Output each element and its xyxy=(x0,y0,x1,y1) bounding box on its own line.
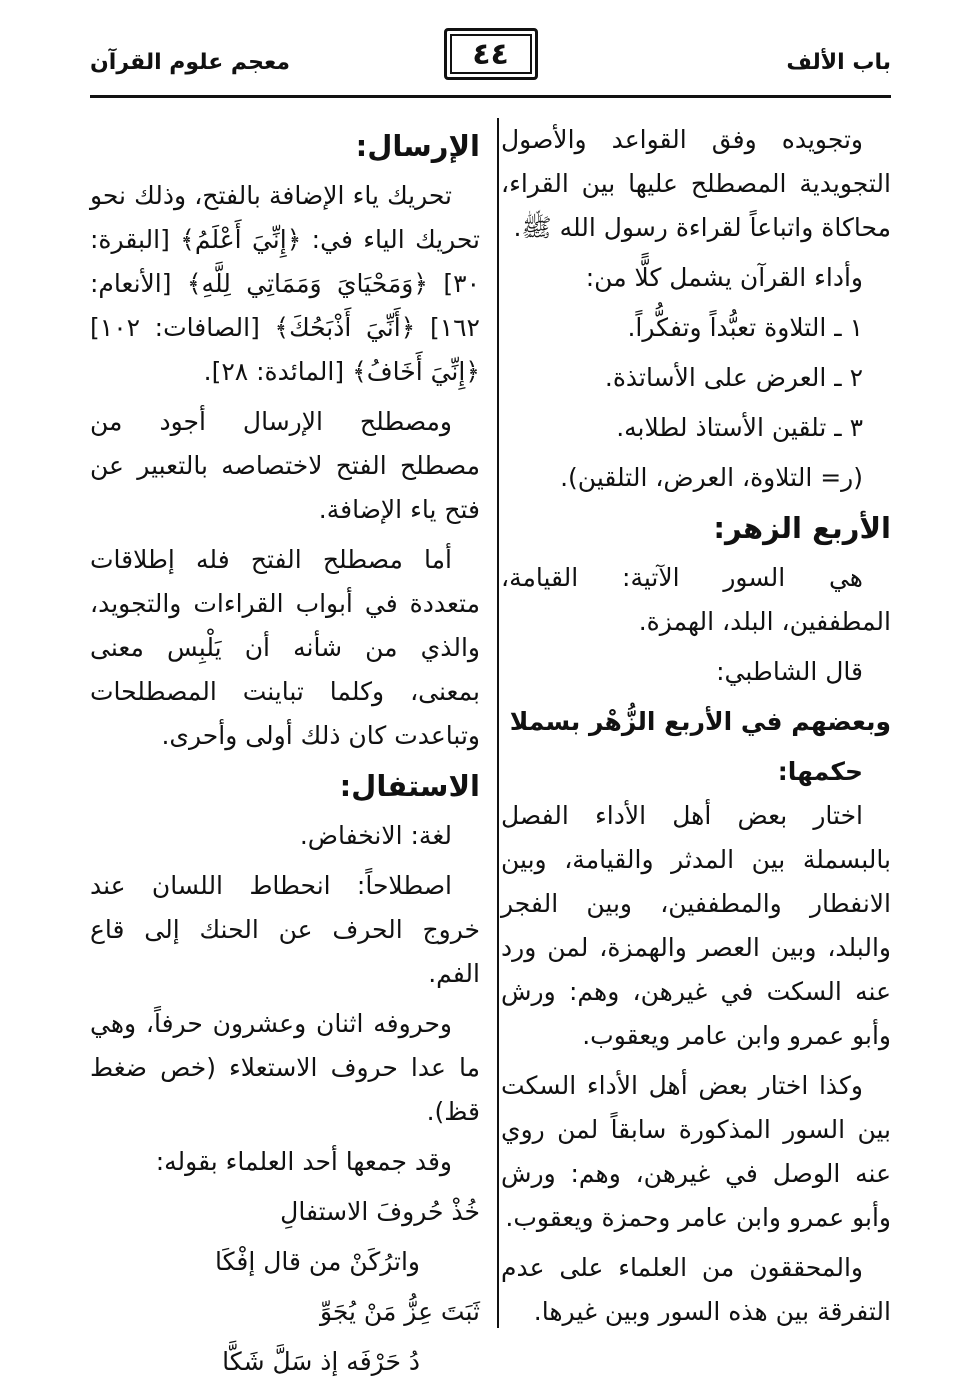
paragraph: وتجويده وفق القواعد والأصول التجويدية المصطلح عليها بين القراء، محاكاة واتباعاً لقراءة رسول الله ﷺ. xyxy=(501,125,891,242)
cross-reference: (ر= التلاوة، العرض، التلقين). xyxy=(560,463,863,492)
page-header xyxy=(90,28,891,92)
right-column xyxy=(501,118,891,1340)
poem-line: واترُكَنْ من قال إفْكَا xyxy=(214,1247,420,1276)
paragraph: تحريك ياء الإضافة بالفتح، وذلك نحو تحريك الياء في: ﴿إِنِّيَ أَعْلَمُ﴾ [البقرة: ٣٠] ﴿وَمَحْيَايَ وَمَمَاتِي لِلَّهِ﴾ [الأنعام: ١٦٢] ﴿أَنِّيَ أَذْبَحُكَ﴾ [الصافات: ١٠٢] ﴿إِنِّيَ أَخَافُ﴾ [المائدة: ٢٨]. xyxy=(90,181,480,386)
page-number: ٤٤ xyxy=(444,28,538,80)
poem-line: دُ حَرْفَه إذ سَلَّ شَكَّا xyxy=(222,1347,420,1376)
paragraph: وحروفه اثنان وعشرون حرفاً، وهي ما عدا حروف الاستعلاء (خص ضغط قظ). xyxy=(90,1009,480,1126)
quote-label: قال الشاطبي: xyxy=(716,657,863,686)
section-heading: الأربع الزهر: xyxy=(713,511,891,545)
paragraph: اصطلاحاً: انحطاط اللسان عند خروج الحرف عن الحنك إلى قاع الفم. xyxy=(90,871,480,988)
subheading: حكمها: xyxy=(777,757,863,786)
list-item: ٢ ـ العرض على الأساتذة. xyxy=(604,363,863,392)
paragraph: وقد جمعها أحد العلماء بقوله: xyxy=(155,1147,452,1176)
book-title: معجم علوم القرآن xyxy=(90,50,291,75)
paragraph: والمحققون من العلماء على عدم التفرقة بين هذه السور وبين غيرها. xyxy=(501,1253,891,1326)
column-divider xyxy=(497,118,499,1328)
paragraph: وكذا اختار بعض أهل الأداء السكت بين السور المذكورة سابقاً لمن روي عنه الوصل في غيرهن، وهم: ورش وأبو عمرو وابن عامر وحمزة ويعقوب. xyxy=(501,1071,891,1232)
section-heading: الإرسال: xyxy=(355,129,480,163)
poem-line: ثَبَتَ عِزُّ مَنْ يُجَوِّ xyxy=(319,1297,480,1326)
paragraph: هي السور الآتية: القيامة، المطففين، البلد، الهمزة. xyxy=(501,563,891,636)
paragraph: وأداء القرآن يشمل كلًّا من: xyxy=(585,263,863,292)
header-rule xyxy=(90,95,891,98)
paragraph: أما مصطلح الفتح فله إطلاقات متعددة في أبواب القراءات والتجويد، والذي من شأنه أن يَلْبِس معنى بمعنى، وكلما تباينت المصطلحات وتباعدت كان ذلك أولى وأحرى. xyxy=(90,545,480,750)
verse-quote: وبعضهم في الأربع الزُّهْر بسملا xyxy=(509,707,891,736)
list-item: ١ ـ التلاوة تعبُّداً وتفكُّراً. xyxy=(627,313,863,342)
left-column xyxy=(90,118,480,1390)
paragraph: لغة: الانخفاض. xyxy=(299,821,452,850)
chapter-title: باب الألف xyxy=(786,50,891,75)
poem-line: خُذْ حُروفَ الاستفالِ xyxy=(280,1197,480,1226)
list-item: ٣ ـ تلقين الأستاذ لطلابه. xyxy=(616,413,863,442)
paragraph: ومصطلح الإرسال أجود من مصطلح الفتح لاختصاصه بالتعبير عن فتح ياء الإضافة. xyxy=(90,407,480,524)
paragraph: اختار بعض أهل الأداء الفصل بالبسملة بين المدثر والقيامة، وبين الانفطار والمطففين، وبين الفجر والبلد، وبين العصر والهمزة، لمن ورد عنه السكت في غيرهن، وهم: ورش وأبو عمرو وابن عامر ويعقوب. xyxy=(501,801,891,1050)
section-heading: الاستفال: xyxy=(339,769,480,803)
